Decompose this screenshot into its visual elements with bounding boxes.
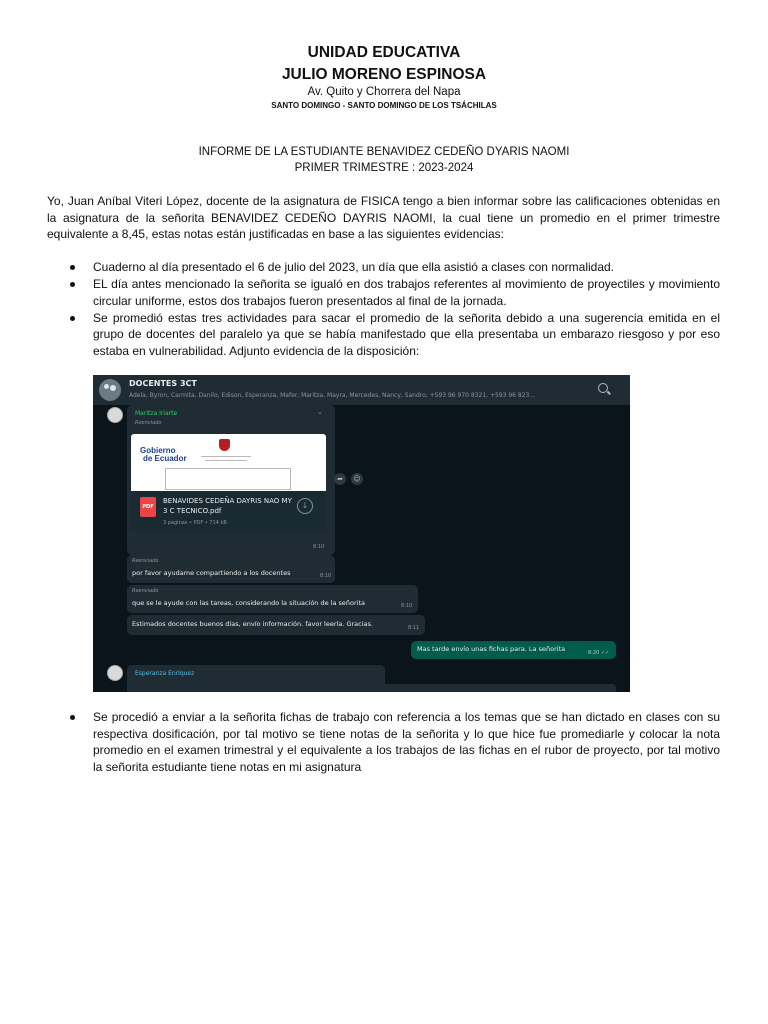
message-bubble [127, 615, 425, 635]
school-city: SANTO DOMINGO - SANTO DOMINGO DE LOS TSÁCHILAS [271, 101, 497, 110]
final-list [68, 709, 720, 776]
pdf-table [165, 468, 291, 490]
pdf-attachment[interactable] [131, 491, 326, 531]
message-time: 8:20 ✓✓ [588, 650, 610, 656]
school-crest-icon [219, 439, 230, 451]
pdf-text-line [205, 460, 247, 461]
sender-name: Maritza Iriarte [135, 410, 178, 417]
message-text: por favor ayudame compartiendo a los docentes [132, 569, 291, 577]
evidence-item: Cuaderno al día presentado el 6 de julio del 2023, un día que ella asistió a clases con normalidad. [68, 259, 720, 276]
message-time: 8:11 [408, 625, 420, 631]
download-icon[interactable]: ↓ [297, 498, 313, 514]
report-title: INFORME DE LA ESTUDIANTE BENAVIDEZ CEDEÑO DYARIS NAOMI [198, 146, 570, 158]
forwarded-label: Reenviado [132, 558, 159, 564]
pdf-text-line [201, 456, 251, 457]
message-time: 8:10 [313, 544, 325, 550]
school-address: Av. Quito y Chorrera del Napa [307, 86, 461, 98]
message-bubble [151, 684, 616, 692]
pdf-preview [131, 434, 326, 491]
pdf-file-name: BENAVIDES CEDEÑA DAYRIS NAO MY 3 C TECNICO.pdf [163, 497, 292, 515]
pdf-file-meta: 3 páginas • PDF • 714 kB [163, 520, 227, 526]
message-bubble [127, 585, 418, 613]
evidence-item: Se promedió estas tres actividades para sacar el promedio de la señorita debido a una sugerencia emitida en el grupo de docentes del paralelo ya que se había manifestado que ella presentaba un embarazo riesgoso y por eso estaba en vulnerabilidad. Adjunto evidencia de la disposición: [68, 310, 720, 360]
evidence-list [68, 259, 720, 360]
search-icon [598, 383, 608, 393]
forwarded-label: Reenviado [132, 588, 159, 594]
message-time: 8:10 [401, 603, 413, 609]
final-item: Se procedió a enviar a la señorita fichas de trabajo con referencia a los temas que se han dictado en clases con su respectiva dosificación, por tal motivo se tiene notas de la señorita y lo que hice fue promediarle y colocar la nota promedio en el examen trimestral y el equivalente a los trabajos de las fichas en el rubor de proyecto, por tal motivo la señorita estudiante tiene notas en mi asignatura [68, 709, 720, 775]
message-time: 8:10 [320, 573, 332, 579]
message-text: Mas tarde envío unas fichas para. La señorita [417, 645, 566, 653]
emoji-icon[interactable]: ☺ [351, 473, 363, 485]
forwarded-label: Reenviado [135, 420, 162, 426]
sender-name: Esperanza Enríquez [135, 670, 195, 677]
pdf-logo-line2: de Ecuador [143, 454, 187, 463]
chat-header [93, 375, 630, 405]
message-text: Estimados docentes buenos días, envío información. favor leerla. Gracias. [132, 620, 373, 628]
group-avatar-icon [99, 379, 121, 401]
group-members: Adela, Byron, Carmita, Danilo, Edison, Esperanza, Mafer, Maritza, Mayra, Mercedes, Nancy, Sandro, +593 96 970 8321, +593 96 823... [129, 392, 536, 399]
chevron-down-icon: ⌄ [317, 408, 323, 416]
pdf-logo-line1: Gobierno [140, 446, 176, 455]
group-name: DOCENTES 3CT [129, 379, 197, 388]
report-period: PRIMER TRIMESTRE : 2023-2024 [294, 162, 474, 174]
share-icon[interactable]: ➦ [334, 473, 346, 485]
avatar [107, 665, 123, 681]
outgoing-message-bubble [411, 641, 616, 659]
avatar [107, 407, 123, 423]
message-bubble [127, 555, 335, 583]
school-name-line2: JULIO MORENO ESPINOSA [281, 66, 487, 83]
pdf-file-icon: PDF [140, 497, 156, 517]
chat-screenshot [93, 375, 630, 692]
message-text: que se le ayude con las tareas, considerando la situación de la señorita [132, 599, 366, 607]
intro-paragraph: Yo, Juan Aníbal Viteri López, docente de la asignatura de FISICA tengo a bien informar sobre las calificaciones obtenidas en la asignatura de la señorita BENAVIDEZ CEDEÑO DAYRIS NAOMI, la cual tiene un promedio en el primer trimestre equivalente a 8,45, estas notas están justificadas en base a las siguientes evidencias: [47, 194, 720, 241]
school-name-line1: UNIDAD EDUCATIVA [307, 44, 461, 61]
evidence-item: EL día antes mencionado la señorita se igualó en dos trabajos referentes al movimiento de proyectiles y movimiento circular uniforme, estos dos trabajos fueron presentados al final de la jornada. [68, 276, 720, 309]
